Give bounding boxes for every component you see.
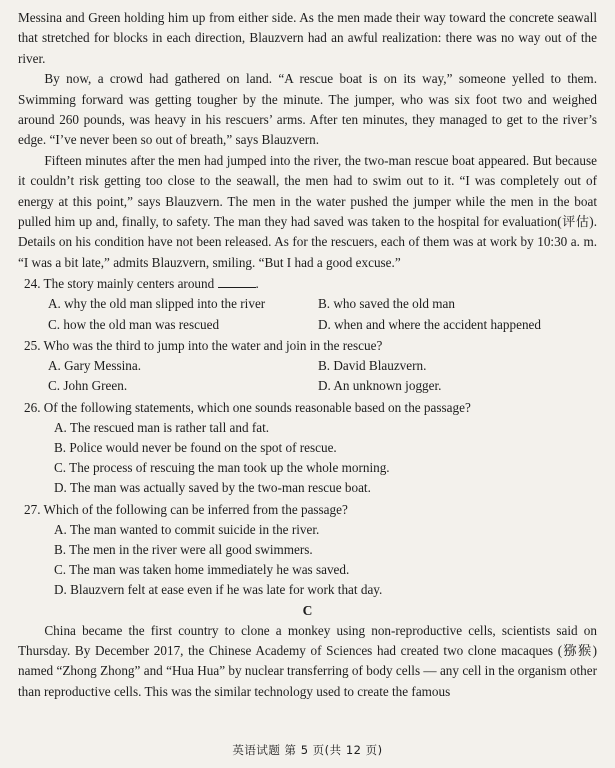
answer-blank: [218, 276, 256, 288]
option-a: A. Gary Messina.: [48, 358, 142, 374]
question-27-options: [18, 520, 597, 601]
question-25: [18, 336, 597, 397]
option-b: B. David Blauzvern.: [318, 358, 427, 374]
question-24-stem-end: .: [255, 276, 259, 292]
option-d: D. An unknown jogger.: [318, 378, 442, 394]
option-a: A. why the old man slipped into the river: [48, 296, 266, 312]
question-26-stem: 26. Of the following statements, which one sounds reasonable based on the passage?: [24, 399, 471, 415]
page-footer: 英语试题 第 5 页(共 12 页): [232, 743, 383, 757]
question-25-stem: 25. Who was the third to jump into the water and join in the rescue?: [24, 337, 383, 353]
option-d: D. The man was actually saved by the two-man rescue boat.: [54, 480, 371, 496]
option-b: B. who saved the old man: [318, 296, 455, 312]
option-d: D. when and where the accident happened: [318, 316, 541, 332]
passage-b-paragraph-1: Messina and Green holding him up from either side. As the men made their way toward the concrete seawall that stretched for blocks in each direction, Blauzvern had an awful realization: there was no way out of the river.: [18, 10, 597, 66]
option-b: B. The men in the river were all good swimmers.: [54, 541, 313, 557]
option-a: A. The man wanted to commit suicide in the river.: [54, 521, 320, 537]
question-27-stem: 27. Which of the following can be inferred from the passage?: [24, 501, 348, 517]
option-c: C. The man was taken home immediately he was saved.: [54, 562, 350, 578]
section-heading-c: C: [302, 602, 313, 618]
question-26: [18, 398, 597, 499]
question-24-stem: [18, 274, 597, 294]
option-c: C. how the old man was rescued: [48, 316, 220, 332]
option-c: C. John Green.: [48, 378, 128, 394]
option-d: D. Blauzvern felt at ease even if he was late for work that day.: [54, 582, 383, 598]
question-24-options: [18, 294, 597, 334]
question-24-stem-text: 24. The story mainly centers around: [24, 276, 215, 292]
option-c: C. The process of rescuing the man took up the whole morning.: [54, 460, 390, 476]
option-b: B. Police would never be found on the spot of rescue.: [54, 439, 337, 455]
passage-c-paragraph-1: China became the first country to clone a monkey using non-reproductive cells, scientists said on Thursday. By December 2017, the Chinese Academy of Sciences had created two clone macaques (猕猴) named “Zhong Zhong” and “Hua Hua” by nuclear transferring of body cells — any cell in the organism other than reproductive cells. This was the similar technology used to create the famous: [18, 622, 597, 699]
question-24: [18, 274, 597, 335]
option-a: A. The rescued man is rather tall and fat.: [54, 419, 270, 435]
question-26-options: [18, 418, 597, 499]
passage-b-paragraph-2: By now, a crowd had gathered on land. “A rescue boat is on its way,” someone yelled to them. Swimming forward was getting tougher by the minute. The jumper, who was six foot two and weighed around 260 pounds, was heavy in his rescuers’ arms. After ten minutes, they managed to get to the river’s edge. “I’ve never been so out of breath,” says Blauzvern.: [18, 71, 597, 148]
passage-b-paragraph-3: Fifteen minutes after the men had jumped into the river, the two-man rescue boat appeared. But because it couldn’t risk getting too close to the seawall, the men had to swim out to it. “I was completely out of energy at this point,” says Blauzvern. The men in the water pushed the jumper while the men in the boat pulled him up and, finally, to safety. The man they had saved was taken to the hospital for evaluation(评估). Details on his condition have not been released. As for the rescuers, each of them was at work by 10:30 a. m. “I was a bit late,” admits Blauzvern, smiling. “But I had a good excuse.”: [18, 152, 597, 270]
question-27: [18, 500, 597, 601]
question-25-options: [18, 356, 597, 396]
